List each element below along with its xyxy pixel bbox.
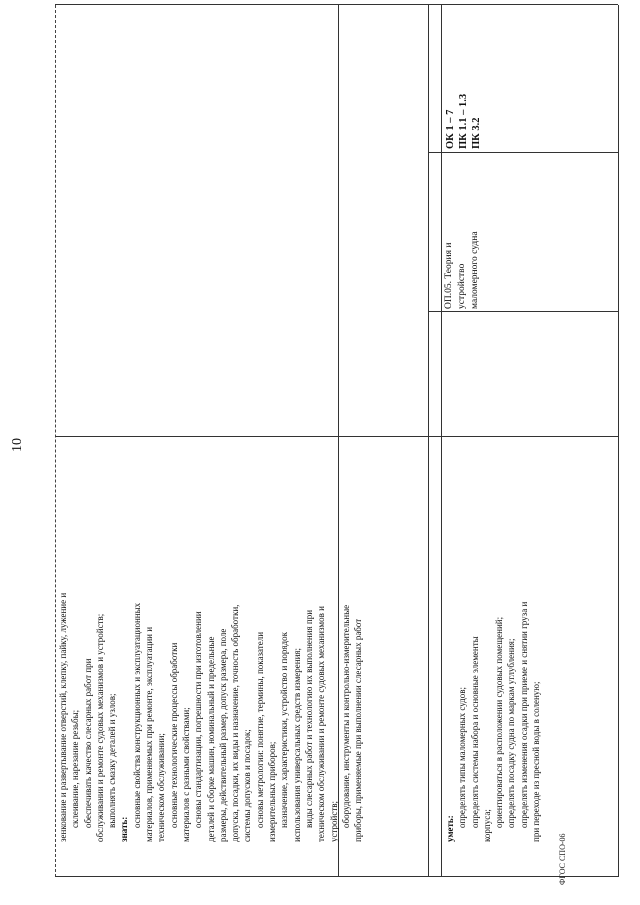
text-line: обслуживании и ремонте судовых механизмов и устройств; (94, 613, 105, 842)
text-line: основные технологические процессы обработки (168, 642, 179, 828)
text-line: склеивание, нарезание резьбы; (70, 709, 81, 828)
competency-line: ПК 1.1 – 1.3 (458, 93, 469, 149)
text-line: определять изменения осадки при приеме и снятии груза и (518, 601, 529, 828)
competency-line: ОК 1 – 7 (445, 109, 456, 149)
text-line: деталей и сборке машин, номинальный и предельные (205, 636, 216, 842)
text-line: ориентироваться в расположении судовых помещений; (494, 616, 505, 828)
text-line: материалов, применяемых при ремонте, эксплуатации и (144, 626, 155, 842)
table-left-border (55, 876, 618, 877)
text-line: основы стандартизации, погрешности при изготовлении (193, 611, 204, 828)
subject-line: устройство (457, 263, 467, 309)
text-line: системы допусков и посадок; (242, 729, 253, 842)
text-line: допуска, посадки, их виды и назначение, точность обработки, (230, 604, 241, 842)
can-heading: уметь: (445, 815, 455, 842)
next-skills-cell (444, 440, 542, 842)
text-line: обеспечивать качество слесарных работ при (82, 658, 93, 828)
text-line: измерительных приборов; (267, 741, 278, 842)
text-line: приборы, применяемые при выполнении слесарных работ (353, 618, 364, 842)
text-line: техническом обслуживании и ремонте судовых механизмов и (316, 606, 327, 842)
table-bottom-border (618, 5, 619, 877)
text-line: основные свойства конструкционных и эксплуатационных (131, 602, 142, 828)
text-line: техническом обслуживании; (156, 733, 167, 842)
column-divider-3 (441, 5, 442, 877)
text-line: устройств; (328, 800, 339, 842)
skills-knowledge-cell (57, 440, 364, 842)
page-number: 10 (10, 438, 25, 452)
subject-cell-divider (428, 311, 618, 312)
subject-line: маломерного судна (470, 231, 480, 309)
text-line: корпуса; (481, 809, 492, 842)
text-line: определять системы набора и основные элементы (469, 636, 480, 828)
subject-cell (443, 159, 482, 309)
text-line: выполнять смазку деталей и узлов; (107, 693, 118, 828)
text-line: при переходе из пресной воды в соленую; (531, 681, 542, 842)
table-top-border (55, 5, 56, 877)
text-line: определять посадку судна по маркам углубления; (506, 638, 517, 828)
row-divider (55, 436, 618, 437)
text-line: размеры, действительный размер, допуск размера, поле (217, 628, 228, 842)
text-line: оборудование, инструменты и контрольно-измерительные (340, 604, 351, 828)
text-line: основы метрологии: понятие, термины, показатели (254, 631, 265, 828)
text-line: виды слесарных работ и технологию их выполнения при (303, 609, 314, 828)
footer-code: ФГОС СПО-06 (558, 833, 567, 885)
table-right-border (55, 4, 618, 5)
text-line: использования универсальных средств измерения; (291, 647, 302, 842)
text-line: назначение, характеристики, устройство и порядок (279, 632, 290, 828)
text-line: материалов с разными свойствами; (180, 707, 191, 842)
know-heading: знать: (119, 816, 130, 842)
competency-line: ПК 3.2 (471, 117, 482, 149)
competency-cell-divider (428, 152, 618, 153)
competencies-cell (444, 29, 483, 149)
text-line: зенкование и развертывание отверстий, клепку, пайку, лужение и (58, 592, 68, 842)
subject-line: ОП.05. Теория и (444, 242, 454, 309)
column-divider-2 (428, 5, 429, 877)
text-line: определять типы маломерных судов; (457, 686, 468, 828)
